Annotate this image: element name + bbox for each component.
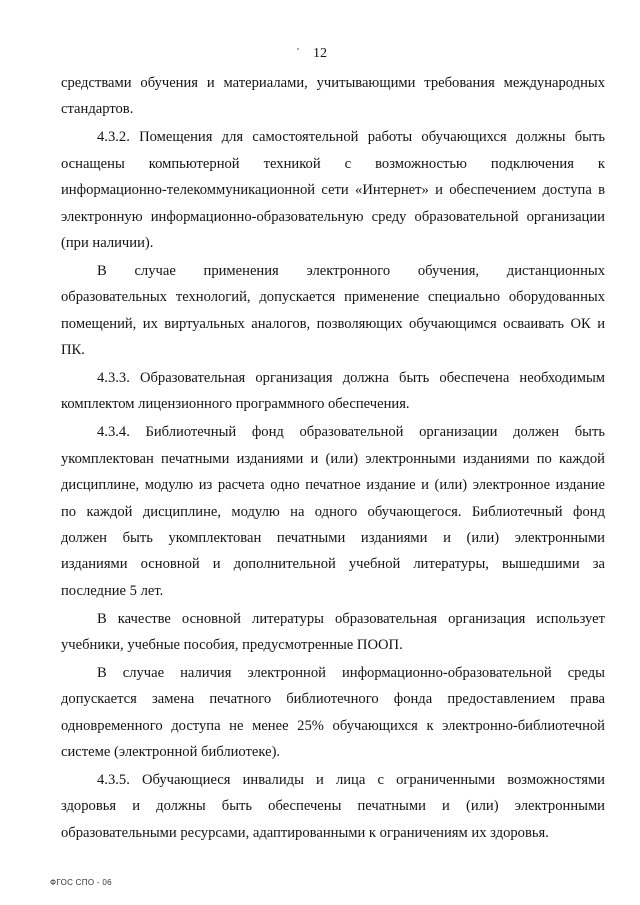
paragraph-line: 4.3.4. Библиотечный фонд образовательной организации должен быть bbox=[97, 424, 605, 441]
paragraph-line: 4.3.2. Помещения для самостоятельной работы обучающихся должны быть bbox=[97, 129, 605, 146]
paragraph-line: электронную информационно-образовательную среду образовательной организации bbox=[61, 208, 605, 225]
paragraph-line: В случае применения электронного обучения, дистанционных bbox=[97, 262, 605, 279]
paragraph-line: ПК. bbox=[61, 342, 85, 359]
paragraph bbox=[61, 606, 605, 659]
paragraph-line: оснащены компьютерной техникой с возможностью подключения к bbox=[61, 155, 605, 172]
paragraph bbox=[61, 258, 605, 364]
paragraph-line: учебники, учебные пособия, предусмотренные ПООП. bbox=[61, 637, 403, 654]
paragraph-line: 4.3.3. Образовательная организация должна быть обеспечена необходимым bbox=[97, 369, 605, 386]
footer-document-code: ФГОС СПО - 06 bbox=[50, 878, 112, 887]
paragraph bbox=[61, 419, 605, 604]
paragraph-line: В качестве основной литературы образовательная организация использует bbox=[97, 610, 605, 627]
page-number: 12 bbox=[313, 46, 327, 61]
paragraph-line: дисциплине, модулю из расчета одно печатное издание и (или) электронное издание bbox=[61, 477, 605, 494]
paragraph-line: образовательными ресурсами, адаптированными к ограничениям их здоровья. bbox=[61, 824, 549, 841]
paragraph-line: одновременного доступа не менее 25% обучающихся к электронно-библиотечной bbox=[61, 717, 605, 734]
paragraph-line: допускается замена печатного библиотечного фонда предоставлением права bbox=[61, 691, 605, 708]
paragraph bbox=[61, 365, 605, 418]
paragraph bbox=[61, 660, 605, 766]
paragraph-line: комплектом лицензионного программного обеспечения. bbox=[61, 396, 410, 413]
paragraph-line: изданиями основной и дополнительной учебной литературы, вышедшими за bbox=[61, 556, 605, 573]
paragraph-line: стандартов. bbox=[61, 101, 134, 118]
paragraph-line: информационно-телекоммуникационной сети «Интернет» и обеспечением доступа в bbox=[61, 182, 605, 199]
paragraph-line: 4.3.5. Обучающиеся инвалиды и лица с ограниченными возможностями bbox=[97, 772, 605, 789]
paragraph-line: (при наличии). bbox=[61, 234, 154, 251]
paragraph-line: здоровья и должны быть обеспечены печатными и (или) электронными bbox=[61, 798, 605, 815]
paragraph-line: средствами обучения и материалами, учитывающими требования международных bbox=[61, 75, 605, 91]
paragraph bbox=[61, 124, 605, 256]
scan-speck bbox=[297, 48, 299, 50]
paragraph-line: системе (электронной библиотеке). bbox=[61, 744, 281, 761]
paragraph bbox=[61, 70, 605, 123]
paragraph-line: В случае наличия электронной информационно-образовательной среды bbox=[97, 664, 605, 681]
paragraph-line: укомплектован печатными изданиями и (или) электронными изданиями по каждой bbox=[61, 450, 605, 467]
paragraph-line: должен быть укомплектован печатными изданиями и (или) электронными bbox=[61, 529, 605, 546]
paragraph-line: образовательных технологий, допускается применение специально оборудованных bbox=[61, 289, 605, 306]
paragraph-line: последние 5 лет. bbox=[61, 582, 164, 599]
document-body bbox=[61, 70, 605, 848]
paragraph bbox=[61, 767, 605, 846]
paragraph-line: по каждой дисциплине, модулю на одного обучающегося. Библиотечный фонд bbox=[61, 503, 605, 520]
paragraph-line: помещений, их виртуальных аналогов, позволяющих обучающимся осваивать ОК и bbox=[61, 315, 605, 332]
